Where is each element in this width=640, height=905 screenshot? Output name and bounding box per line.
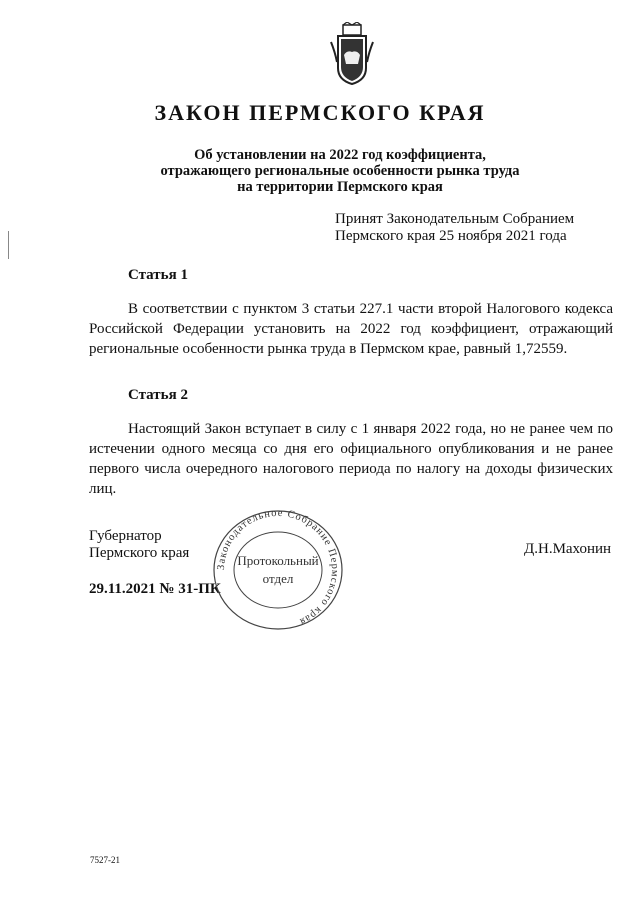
stamp-text: отдел xyxy=(262,571,294,586)
signatory-name: Д.Н.Махонин xyxy=(524,541,612,557)
article-2-text: Настоящий Закон вступает в силу с 1 января 2022 года, но не ранее чем по истечении одного месяца со дня его официального опубликования и не ранее первого числа очередного налогового периода по налогу на доходы физических лиц. xyxy=(89,421,613,497)
article-1-heading: Статья 1 xyxy=(128,267,188,283)
position-line: Пермского края xyxy=(89,545,190,561)
document-code: 7527-21 xyxy=(90,855,120,865)
stamp-ring-text: Законодательное Собрание Пермского края xyxy=(215,507,341,628)
position-line: Губернатор xyxy=(89,528,162,544)
stamp-text: Протокольный xyxy=(237,553,319,568)
law-title: ЗАКОН ПЕРМСКОГО КРАЯ xyxy=(154,100,486,125)
law-subtitle xyxy=(130,147,550,195)
date-and-number: 29.11.2021 № 31-ПК xyxy=(89,581,221,597)
signatory-position xyxy=(89,528,189,562)
official-stamp xyxy=(208,507,348,633)
margin-mark xyxy=(8,231,9,259)
subtitle-line: на территории Пермского края xyxy=(237,179,443,195)
adoption-line: Пермского края 25 ноября 2021 года xyxy=(335,228,567,244)
article-1-text: В соответствии с пунктом 3 статьи 227.1 части второй Налогового кодекса Российской Федерации установить на 2022 год коэффициент, отражающий региональные особенности рынка труда в Пермском крае, равный 1,72559. xyxy=(89,301,613,357)
adoption-note xyxy=(335,211,574,245)
adoption-line: Принят Законодательным Собранием xyxy=(335,211,575,227)
subtitle-line: отражающего региональные особенности рынка труда xyxy=(160,163,520,179)
coat-of-arms-icon xyxy=(329,22,375,86)
subtitle-line: Об установлении на 2022 год коэффициента, xyxy=(194,147,486,163)
article-2-heading: Статья 2 xyxy=(128,387,188,403)
